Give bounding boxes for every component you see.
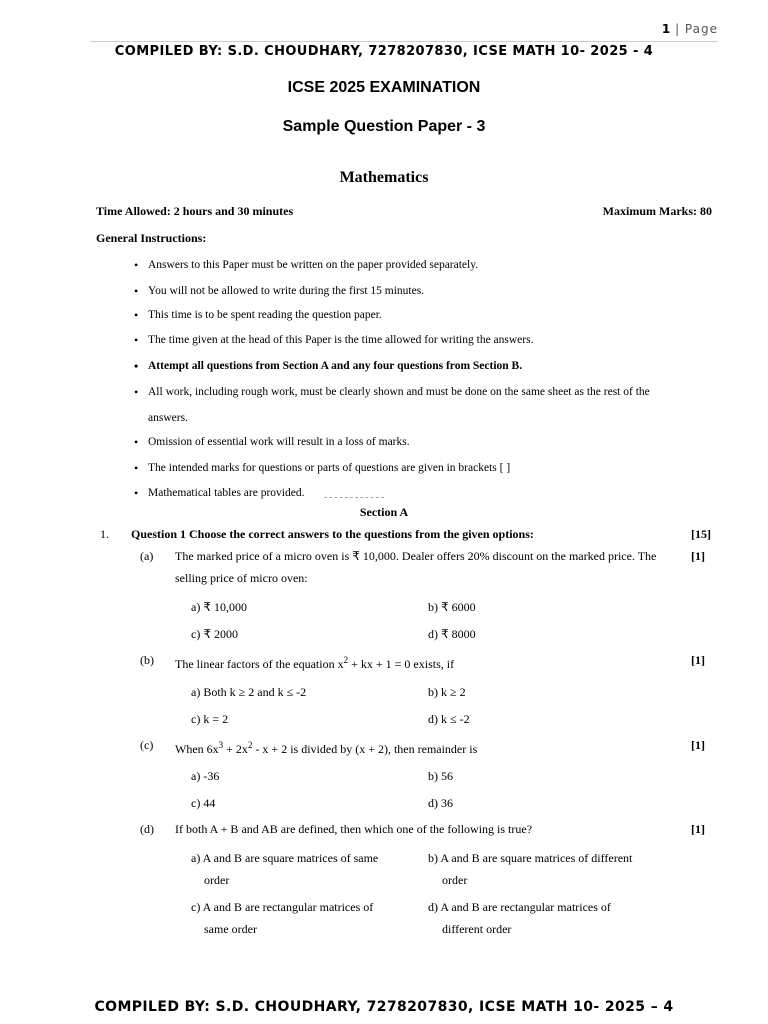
option-c: c) 44 <box>191 796 216 810</box>
instructions-heading: General Instructions: <box>96 231 207 245</box>
instruction-item: • Mathematical tables are provided. <box>148 487 708 499</box>
decorative-dashes <box>324 497 384 502</box>
paper-subtitle: Sample Question Paper - 3 <box>282 118 486 135</box>
part-marks: [1] <box>691 653 705 667</box>
option-c: c) k = 2 <box>191 712 229 726</box>
instruction-item: • The intended marks for questions or parts of questions are given in brackets [ ] <box>148 462 708 474</box>
option-c-continuation: same order <box>204 922 257 936</box>
option-a: a) Both k ≥ 2 and k ≤ -2 <box>191 685 307 699</box>
question-text: Question 1 Choose the correct answers to the questions from the given options: <box>131 527 534 541</box>
part-label: (d) <box>140 822 154 836</box>
maximum-marks: Maximum Marks: 80 <box>602 204 712 218</box>
part-text: When $6x^3 + 2x^2 - x + 2$ is divided by (x + 2), then remainder is <box>175 740 478 756</box>
instruction-item: • The time given at the head of this Paper is the time allowed for writing the answers. <box>148 334 708 346</box>
part-label: (a) <box>140 549 154 563</box>
section-title: Section A <box>359 505 409 519</box>
option-d-continuation: different order <box>442 922 512 936</box>
part-marks: [1] <box>691 549 705 563</box>
option-b: b) k ≥ 2 <box>428 685 466 699</box>
instruction-continuation: answers. <box>148 412 188 424</box>
part-text: If both A + B and AB are defined, then which one of the following is true? <box>175 822 533 836</box>
option-b-continuation: order <box>442 873 468 887</box>
header-divider <box>90 41 718 42</box>
option-d: d) 36 <box>428 796 453 810</box>
instruction-item: • Answers to this Paper must be written on the paper provided separately. <box>148 259 708 271</box>
instruction-item: • You will not be allowed to write during the first 15 minutes. <box>148 285 708 297</box>
instruction-item: • All work, including rough work, must be clearly shown and must be done on the same sheet as the rest of the <box>148 386 708 398</box>
option-d: d) k ≤ -2 <box>428 712 470 726</box>
option-b: b) A and B are square matrices of different <box>428 851 633 865</box>
option-c: c) ₹ 2000 <box>191 627 238 641</box>
page-number: 1 | Page <box>661 22 718 36</box>
part-text: The marked price of a micro oven is ₹ 10,000. Dealer offers 20% discount on the marked price. The <box>175 549 657 563</box>
question-marks: [15] <box>691 527 711 541</box>
option-b: b) 56 <box>428 769 453 783</box>
part-text-continuation: selling price of micro oven: <box>175 571 308 585</box>
option-c: c) A and B are rectangular matrices of <box>191 900 374 914</box>
option-a: a) A and B are square matrices of same <box>191 851 379 865</box>
instruction-item: • Omission of essential work will result in a loss of marks. <box>148 436 708 448</box>
option-d: d) ₹ 8000 <box>428 627 476 641</box>
header-compiled-by: COMPILED BY: S.D. CHOUDHARY, 7278207830, ICSE MATH 10- 2025 - 4 <box>114 44 654 59</box>
part-label: (c) <box>140 738 154 752</box>
part-marks: [1] <box>691 738 705 752</box>
question-number: 1. <box>100 527 109 541</box>
part-text: The linear factors of the equation $x^2$ + kx + 1 = 0 exists, if <box>175 655 455 671</box>
subject-title: Mathematics <box>339 169 429 186</box>
instruction-item: • This time is to be spent reading the question paper. <box>148 309 708 321</box>
exam-title: ICSE 2025 EXAMINATION <box>287 79 481 96</box>
time-allowed: Time Allowed: 2 hours and 30 minutes <box>96 204 294 218</box>
option-a-continuation: order <box>204 873 230 887</box>
option-a: a) -36 <box>191 769 220 783</box>
part-marks: [1] <box>691 822 705 836</box>
part-label: (b) <box>140 653 154 667</box>
instruction-item: • Attempt all questions from Section A and any four questions from Section B. <box>148 360 708 372</box>
option-b: b) ₹ 6000 <box>428 600 476 614</box>
footer-compiled-by: COMPILED BY: S.D. CHOUDHARY, 7278207830, ICSE MATH 10- 2025 – 4 <box>94 999 674 1015</box>
option-d: d) A and B are rectangular matrices of <box>428 900 611 914</box>
option-a: a) ₹ 10,000 <box>191 600 247 614</box>
